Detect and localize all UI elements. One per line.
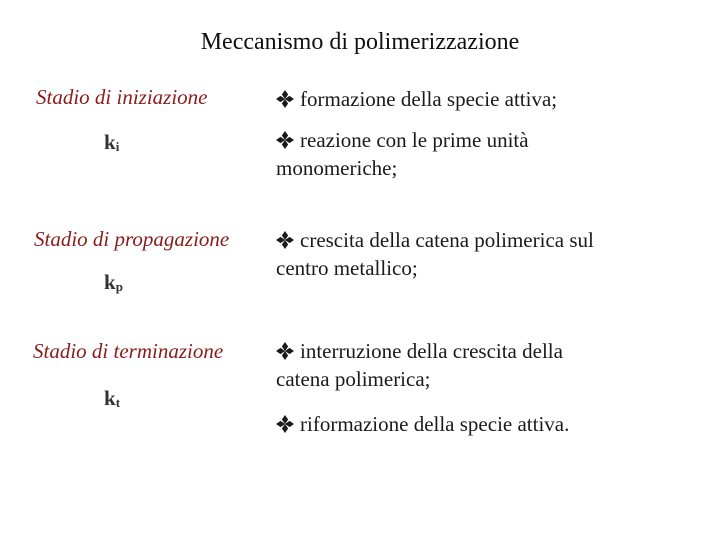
four-diamond-bullet-icon: [276, 131, 294, 149]
bullet-item: [276, 85, 557, 113]
rate-constant-termination: [104, 386, 120, 411]
bullet-item: [276, 337, 563, 393]
rate-constant-initiation: [104, 130, 119, 155]
bullet-text-line1: reazione con le prime unità: [300, 128, 529, 152]
page-title: Meccanismo di polimerizzazione: [200, 29, 520, 55]
bullet-text-line1: riformazione della specie attiva.: [300, 412, 570, 436]
rate-constant-symbol: k: [104, 270, 116, 294]
four-diamond-bullet-icon: [276, 342, 294, 360]
rate-constant-symbol: k: [104, 130, 116, 154]
rate-constant-subscript: t: [115, 395, 121, 410]
bullet-text-line1: interruzione della crescita della: [300, 339, 563, 363]
stage-label-propagation: Stadio di propagazione: [34, 227, 230, 251]
rate-constant-subscript: i: [115, 139, 120, 154]
four-diamond-bullet-icon: [276, 231, 294, 249]
four-diamond-bullet-icon: [276, 415, 294, 433]
bullet-item: [276, 410, 569, 438]
four-diamond-bullet-icon: [276, 90, 294, 108]
bullet-item: [276, 126, 529, 182]
stage-label-initiation: Stadio di iniziazione: [36, 85, 208, 109]
bullet-text-line1: formazione della specie attiva;: [300, 87, 558, 111]
bullet-text-line1: crescita della catena polimerica sul: [300, 228, 594, 252]
rate-constant-subscript: p: [115, 279, 123, 294]
stage-label-termination: Stadio di terminazione: [33, 339, 224, 363]
bullet-text-line2: catena polimerica;: [276, 367, 431, 391]
bullet-text-line2: centro metallico;: [276, 256, 418, 280]
bullet-item: [276, 226, 594, 282]
bullet-text-line2: monomeriche;: [276, 156, 398, 180]
rate-constant-propagation: [104, 270, 123, 295]
rate-constant-symbol: k: [104, 386, 116, 410]
